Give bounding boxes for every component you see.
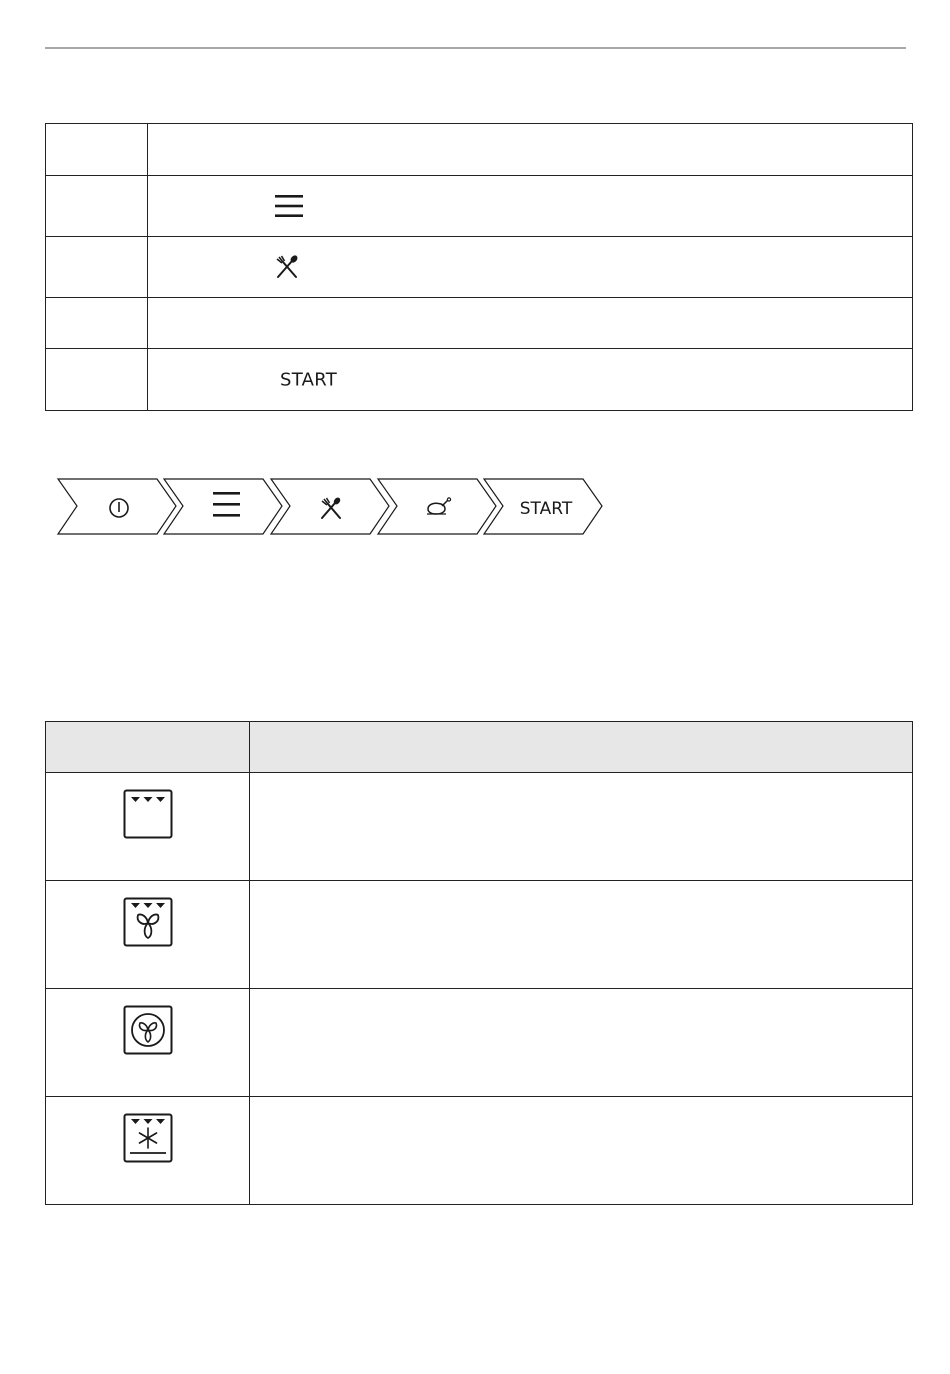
fan-top-heat-icon <box>123 897 173 951</box>
table-row <box>46 989 913 1097</box>
function-icon-cell <box>46 1097 250 1205</box>
functions-table <box>45 721 913 1205</box>
table-row <box>46 1097 913 1205</box>
function-description-cell <box>250 881 913 989</box>
function-icon-cell <box>46 989 250 1097</box>
sequence-start-label: START <box>519 499 573 519</box>
sequence-step-start <box>484 479 602 534</box>
sequence-step-power <box>58 479 176 534</box>
start-label: START <box>280 369 338 390</box>
fan-icon <box>123 1005 173 1059</box>
table-header-row <box>46 722 913 773</box>
top-heat-icon <box>123 789 173 843</box>
sequence-step-programs <box>271 479 389 534</box>
header-cell <box>46 722 250 773</box>
function-description-cell <box>250 773 913 881</box>
header-cell <box>250 722 913 773</box>
function-icon-cell <box>46 881 250 989</box>
function-description-cell <box>250 989 913 1097</box>
sequence-step-meat <box>378 479 496 534</box>
defrost-icon <box>123 1113 173 1167</box>
table-row <box>46 881 913 989</box>
function-icon-cell <box>46 773 250 881</box>
button-sequence <box>0 0 950 600</box>
table-row <box>46 773 913 881</box>
function-description-cell <box>250 1097 913 1205</box>
sequence-step-menu <box>164 479 282 534</box>
